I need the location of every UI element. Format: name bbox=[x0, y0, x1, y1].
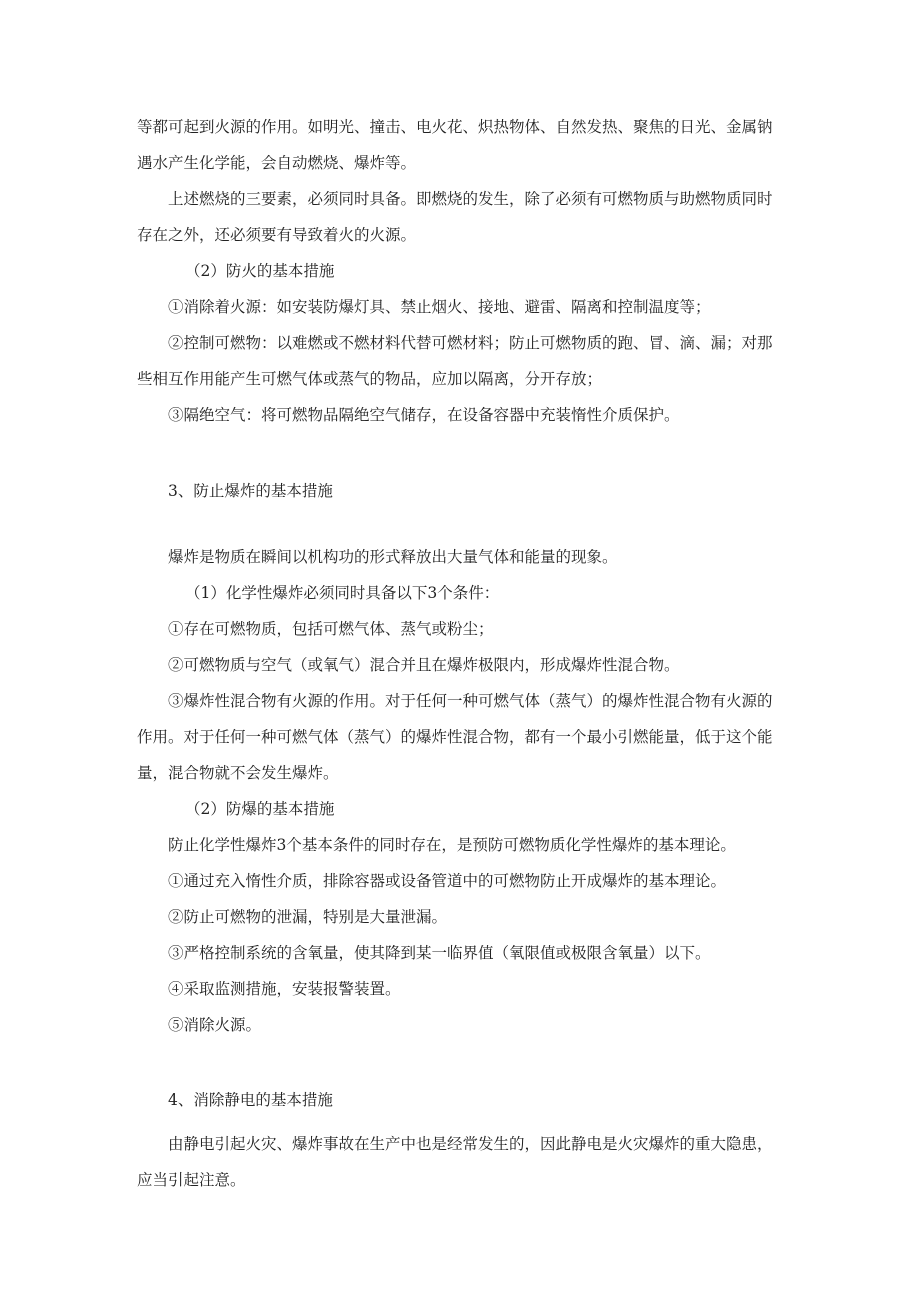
subheading-fire-prevention: （2）防火的基本措施 bbox=[185, 262, 335, 280]
subheading-explosion-prevention: （2）防爆的基本措施 bbox=[185, 800, 335, 818]
subheading-chemical-conditions: （1）化学性爆炸必须同时具备以下3个条件： bbox=[185, 584, 500, 602]
list-item-chem-2: ②可燃物质与空气（或氧气）混合并且在爆炸极限内，形成爆炸性混合物。 bbox=[168, 656, 680, 674]
paragraph-explosion-intro: 防止化学性爆炸3个基本条件的同时存在，是预防可燃物质化学性爆炸的基本理论。 bbox=[168, 836, 736, 854]
list-item-chem-1: ①存在可燃物质，包括可燃气体、蒸气或粉尘； bbox=[168, 620, 494, 638]
list-item-fire-1: ①消除着火源：如安装防爆灯具、禁止烟火、接地、避雷、隔离和控制温度等； bbox=[168, 298, 711, 316]
list-item-fire-2: ②控制可燃物：以难燃或不燃材料代替可燃材料；防止可燃物质的跑、冒、滴、漏；对那些相互作用能产生可燃气体或蒸气的物品，应加以隔离，分开存放； bbox=[137, 334, 773, 388]
list-item-explosion-5: ⑤消除火源。 bbox=[168, 1016, 262, 1034]
list-item-explosion-4: ④采取监测措施，安装报警装置。 bbox=[168, 980, 401, 998]
section-heading-4: 4、消除静电的基本措施 bbox=[168, 1091, 333, 1109]
list-item-explosion-3: ③严格控制系统的含氧量，使其降到某一临界值（氧限值或极限含氧量）以下。 bbox=[168, 944, 711, 962]
paragraph-static-electricity: 由静电引起火灾、爆炸事故在生产中也是经常发生的，因此静电是火灾爆炸的重大隐患，应当引起注意。 bbox=[137, 1135, 773, 1189]
paragraph-explosion-definition: 爆炸是物质在瞬间以机构功的形式释放出大量气体和能量的现象。 bbox=[168, 548, 618, 566]
list-item-explosion-1: ①通过充入惰性介质，排除容器或设备管道中的可燃物防止开成爆炸的基本理论。 bbox=[168, 872, 727, 890]
paragraph-ignition-sources: 等都可起到火源的作用。如明光、撞击、电火花、炽热物体、自然发热、聚焦的日光、金属钠遇水产生化学能，会自动燃烧、爆炸等。 bbox=[137, 118, 773, 172]
section-heading-3: 3、防止爆炸的基本措施 bbox=[168, 482, 333, 500]
list-item-fire-3: ③隔绝空气：将可燃物品隔绝空气储存，在设备容器中充装惰性介质保护。 bbox=[168, 406, 680, 424]
list-item-chem-3: ③爆炸性混合物有火源的作用。对于任何一种可燃气体（蒸气）的爆炸性混合物有火源的作用。对于任何一种可燃气体（蒸气）的爆炸性混合物，都有一个最小引燃能量，低于这个能量，混合物就不会发生爆炸。 bbox=[137, 692, 773, 782]
list-item-explosion-2: ②防止可燃物的泄漏，特别是大量泄漏。 bbox=[168, 908, 448, 926]
paragraph-three-elements: 上述燃烧的三要素，必须同时具备。即燃烧的发生，除了必须有可燃物质与助燃物质同时存在之外，还必须要有导致着火的火源。 bbox=[137, 190, 773, 244]
